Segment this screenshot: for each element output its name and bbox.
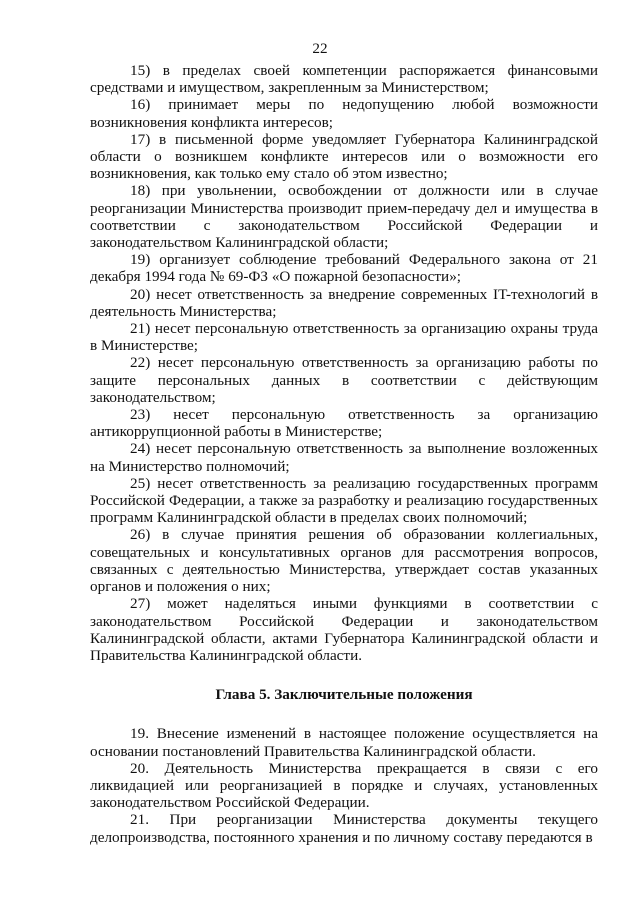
final-paragraph: 19. Внесение изменений в настоящее положение осуществляется на основании постановлений Правительства Калининградской области. xyxy=(90,725,598,760)
list-item: 21) несет персональную ответственность за организацию охраны труда в Министерстве; xyxy=(90,320,598,355)
list-item: 22) несет персональную ответственность за организацию работы по защите персональных данных в соответствии с действующим законодательством; xyxy=(90,354,598,406)
list-item: 20) несет ответственность за внедрение современных IT-технологий в деятельность Министерства; xyxy=(90,285,598,320)
final-paragraph: 21. При реорганизации Министерства документы текущего делопроизводства, постоянного хранения и по личному составу передаются в xyxy=(90,811,598,846)
document-body xyxy=(90,62,598,846)
list-item: 25) несет ответственность за реализацию государственных программ Российской Федерации, а также за разработку и реализацию государственных программ Калининградской области в пределах своих полномочий; xyxy=(90,474,598,527)
list-item: 26) в случае принятия решения об образовании коллегиальных, совещательных и консультативных органов для рассмотрения вопросов, связанных с деятельностью Министерства, утверждает состав указанных органов и положения о них; xyxy=(90,526,598,596)
chapter-heading: Глава 5. Заключительные положения xyxy=(215,686,473,704)
list-item: 17) в письменной форме уведомляет Губернатора Калининградской области о возникшем конфликте интересов или о возможности его возникновения, как только ему стало об этом известно; xyxy=(90,130,598,183)
list-item: 19) организует соблюдение требований Федерального закона от 21 декабря 1994 года № 69-ФЗ «О пожарной безопасности»; xyxy=(90,251,598,286)
final-paragraph: 20. Деятельность Министерства прекращается в связи с его ликвидацией или реорганизацией в порядке и случаях, установленных законодательством Российской Федерации. xyxy=(90,759,598,812)
list-item: 18) при увольнении, освобождении от должности или в случае реорганизации Министерства производит прием-передачу дел и имущества в соответствии с законодательством Российской Федерации и законодательством Калининградской области; xyxy=(90,182,598,252)
list-item: 15) в пределах своей компетенции распоряжается финансовыми средствами и имуществом, закрепленным за Министерством; xyxy=(90,62,598,97)
list-item: 24) несет персональную ответственность за выполнение возложенных на Министерство полномочий; xyxy=(90,440,598,475)
page-number: 22 xyxy=(312,40,328,57)
list-item: 16) принимает меры по недопущению любой возможности возникновения конфликта интересов; xyxy=(90,96,598,131)
list-item: 23) несет персональную ответственность за организацию антикоррупционной работы в Министерстве; xyxy=(90,406,598,441)
list-item: 27) может наделяться иными функциями в соответствии с законодательством Российской Федерации и законодательством Калининградской области, актами Губернатора Калининградской области и Правительства Калининградской области. xyxy=(90,595,598,664)
